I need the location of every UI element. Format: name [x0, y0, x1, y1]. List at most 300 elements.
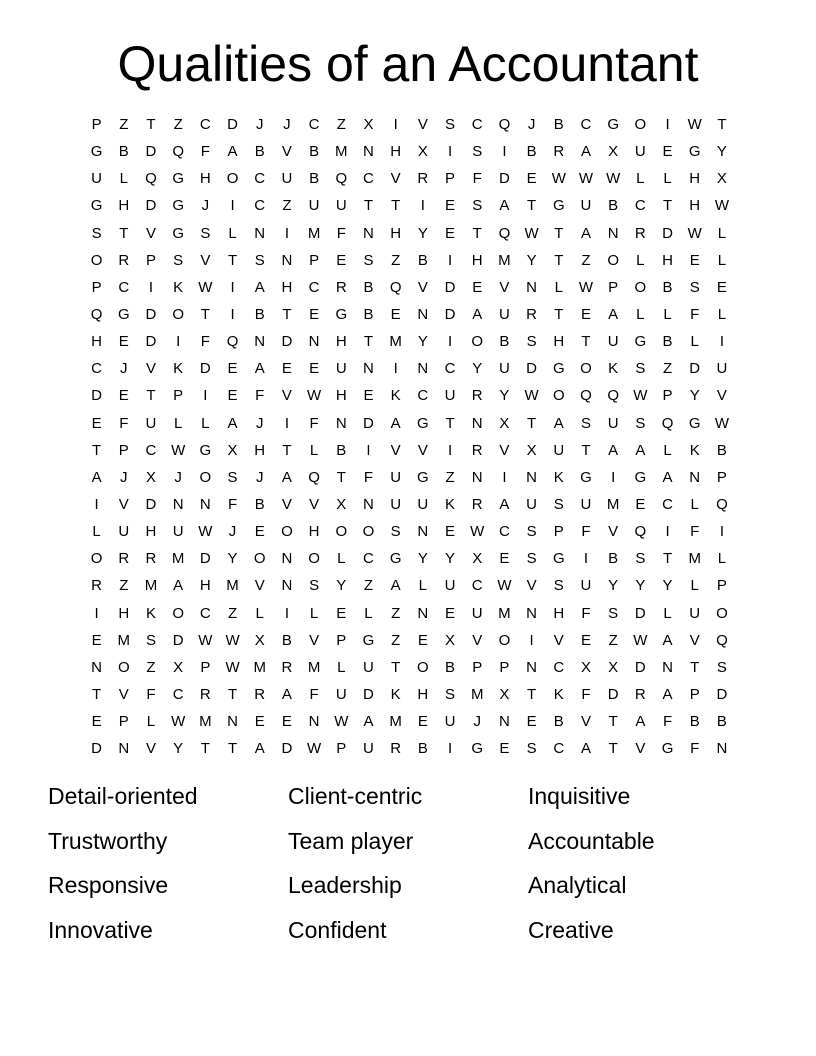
grid-letter[interactable]: J	[120, 468, 128, 486]
grid-letter[interactable]: B	[417, 740, 428, 758]
grid-letter[interactable]: E	[445, 197, 456, 215]
grid-letter[interactable]: V	[281, 387, 292, 405]
grid-letter[interactable]: E	[526, 170, 537, 188]
grid-letter[interactable]: G	[634, 468, 647, 486]
grid-letter[interactable]: N	[199, 495, 211, 513]
grid-letter[interactable]: C	[634, 197, 646, 215]
grid-letter[interactable]: E	[417, 713, 428, 731]
grid-letter[interactable]: X	[363, 116, 374, 133]
grid-letter[interactable]: B	[363, 305, 374, 323]
grid-letter[interactable]: O	[172, 305, 184, 323]
grid-letter[interactable]: C	[498, 523, 510, 541]
grid-letter[interactable]: Q	[172, 143, 184, 161]
grid-letter[interactable]: R	[254, 685, 266, 703]
grid-letter[interactable]: L	[364, 604, 373, 622]
grid-letter[interactable]: V	[309, 495, 320, 513]
grid-letter[interactable]: X	[173, 658, 184, 676]
grid-letter[interactable]: C	[308, 278, 320, 296]
grid-letter[interactable]: C	[662, 495, 673, 513]
grid-letter[interactable]: W	[171, 441, 186, 459]
grid-letter[interactable]: E	[91, 713, 102, 731]
grid-letter[interactable]: U	[498, 360, 510, 378]
grid-letter[interactable]: I	[447, 441, 453, 459]
grid-letter[interactable]: A	[635, 441, 646, 459]
grid-letter[interactable]: V	[390, 441, 401, 459]
grid-letter[interactable]: A	[580, 740, 591, 758]
grid-letter[interactable]: I	[203, 387, 208, 405]
grid-letter[interactable]: T	[608, 713, 618, 731]
grid-letter[interactable]: N	[498, 713, 510, 731]
grid-letter[interactable]: W	[225, 658, 240, 676]
grid-letter[interactable]: U	[716, 360, 728, 378]
grid-letter[interactable]: A	[499, 495, 510, 513]
grid-letter[interactable]: T	[554, 305, 564, 323]
grid-letter[interactable]: B	[553, 713, 564, 731]
grid-letter[interactable]: C	[553, 740, 565, 758]
grid-letter[interactable]: M	[389, 333, 402, 351]
grid-letter[interactable]: T	[336, 468, 346, 486]
grid-letter[interactable]: D	[91, 740, 103, 758]
grid-letter[interactable]: X	[472, 550, 483, 568]
grid-letter[interactable]: R	[471, 441, 483, 459]
grid-letter[interactable]: B	[445, 658, 456, 676]
grid-letter[interactable]: B	[553, 116, 564, 133]
grid-letter[interactable]: D	[689, 360, 701, 378]
grid-letter[interactable]: D	[145, 495, 157, 513]
grid-letter[interactable]: I	[176, 333, 181, 351]
grid-letter[interactable]: A	[472, 305, 483, 323]
grid-letter[interactable]: Q	[716, 495, 728, 513]
grid-letter[interactable]: I	[502, 468, 507, 486]
grid-letter[interactable]: A	[499, 197, 510, 215]
grid-letter[interactable]: K	[145, 604, 156, 622]
grid-letter[interactable]: U	[607, 333, 619, 351]
grid-letter[interactable]: Z	[391, 251, 401, 269]
grid-letter[interactable]: T	[119, 224, 129, 242]
grid-letter[interactable]: W	[198, 278, 213, 296]
grid-letter[interactable]: O	[607, 251, 619, 269]
grid-letter[interactable]: A	[662, 468, 673, 486]
grid-letter[interactable]: G	[389, 550, 402, 568]
grid-letter[interactable]: N	[363, 143, 374, 161]
grid-letter[interactable]: F	[690, 523, 700, 541]
grid-letter[interactable]: A	[662, 631, 673, 649]
grid-letter[interactable]: U	[580, 197, 592, 215]
grid-letter[interactable]: P	[716, 468, 727, 486]
grid-letter[interactable]: G	[172, 170, 184, 188]
grid-letter[interactable]: L	[717, 550, 727, 568]
grid-letter[interactable]: O	[117, 658, 130, 676]
grid-letter[interactable]: W	[524, 387, 539, 405]
grid-letter[interactable]: M	[498, 251, 511, 269]
grid-letter[interactable]: O	[90, 550, 103, 568]
grid-letter[interactable]: B	[662, 278, 673, 296]
grid-letter[interactable]: O	[362, 523, 375, 541]
grid-letter[interactable]: W	[470, 523, 485, 541]
grid-letter[interactable]: I	[529, 631, 534, 649]
grid-letter[interactable]: X	[336, 495, 347, 513]
grid-letter[interactable]: Y	[689, 387, 700, 405]
grid-letter[interactable]: A	[635, 713, 646, 731]
grid-letter[interactable]: U	[335, 360, 347, 378]
grid-letter[interactable]: E	[91, 631, 102, 649]
grid-letter[interactable]: F	[309, 414, 319, 432]
grid-letter[interactable]: O	[226, 170, 239, 188]
grid-letter[interactable]: N	[526, 278, 538, 296]
grid-letter[interactable]: J	[527, 116, 536, 133]
grid-letter[interactable]: L	[146, 713, 156, 731]
grid-letter[interactable]: O	[335, 523, 348, 541]
grid-letter[interactable]: N	[308, 713, 320, 731]
grid-letter[interactable]: T	[92, 441, 102, 459]
grid-letter[interactable]: A	[363, 713, 374, 731]
grid-letter[interactable]: Q	[607, 387, 619, 405]
grid-letter[interactable]: Y	[608, 577, 619, 595]
grid-letter[interactable]: L	[717, 251, 727, 269]
grid-letter[interactable]: V	[417, 441, 428, 459]
grid-letter[interactable]: G	[362, 631, 375, 649]
grid-letter[interactable]: Z	[227, 604, 238, 622]
grid-letter[interactable]: S	[526, 740, 537, 758]
grid-letter[interactable]: D	[363, 414, 374, 432]
grid-letter[interactable]: D	[199, 550, 211, 568]
grid-letter[interactable]: U	[145, 414, 157, 432]
grid-letter[interactable]: B	[716, 441, 727, 459]
grid-letter[interactable]: H	[417, 685, 429, 703]
grid-letter[interactable]: Q	[716, 631, 728, 649]
grid-letter[interactable]: T	[146, 387, 156, 405]
grid-letter[interactable]: T	[527, 414, 537, 432]
grid-letter[interactable]: W	[687, 224, 702, 242]
grid-letter[interactable]: T	[662, 550, 673, 568]
grid-letter[interactable]: S	[635, 360, 646, 378]
grid-letter[interactable]: H	[689, 197, 701, 215]
grid-letter[interactable]: E	[472, 278, 483, 296]
grid-letter[interactable]: Q	[335, 170, 348, 188]
grid-letter[interactable]: Y	[417, 333, 428, 351]
grid-letter[interactable]: S	[445, 685, 456, 703]
grid-letter[interactable]: P	[472, 658, 483, 676]
grid-letter[interactable]: Y	[662, 577, 673, 595]
grid-letter[interactable]: N	[417, 523, 429, 541]
grid-letter[interactable]: Y	[499, 387, 510, 405]
grid-letter[interactable]: E	[580, 631, 591, 649]
grid-letter[interactable]: T	[608, 740, 618, 758]
grid-letter[interactable]: U	[526, 495, 538, 513]
grid-letter[interactable]: U	[118, 523, 130, 541]
grid-letter[interactable]: L	[690, 495, 699, 513]
grid-letter[interactable]: D	[145, 143, 157, 161]
grid-letter[interactable]: Y	[526, 251, 537, 269]
grid-letter[interactable]: B	[499, 333, 510, 351]
grid-letter[interactable]: U	[689, 604, 701, 622]
grid-letter[interactable]: S	[227, 468, 238, 486]
grid-letter[interactable]: C	[444, 360, 456, 378]
grid-letter[interactable]: T	[363, 333, 374, 351]
grid-letter[interactable]: U	[580, 495, 592, 513]
grid-letter[interactable]: C	[363, 550, 374, 568]
grid-letter[interactable]: A	[91, 468, 102, 486]
grid-letter[interactable]: R	[417, 170, 429, 188]
grid-letter[interactable]: G	[552, 550, 565, 568]
grid-letter[interactable]: V	[526, 577, 537, 595]
grid-letter[interactable]: T	[227, 251, 238, 269]
grid-letter[interactable]: E	[580, 305, 591, 323]
grid-letter[interactable]: U	[308, 197, 320, 215]
grid-letter[interactable]: N	[281, 550, 293, 568]
grid-letter[interactable]: P	[173, 387, 184, 405]
grid-letter[interactable]: F	[336, 224, 346, 242]
grid-letter[interactable]: E	[445, 604, 456, 622]
grid-letter[interactable]: N	[417, 305, 429, 323]
grid-letter[interactable]: E	[227, 360, 238, 378]
grid-letter[interactable]: E	[526, 713, 537, 731]
grid-letter[interactable]: C	[172, 685, 184, 703]
grid-letter[interactable]: R	[199, 685, 211, 703]
grid-letter[interactable]: L	[663, 604, 672, 622]
grid-letter[interactable]: N	[526, 658, 538, 676]
grid-letter[interactable]: E	[716, 278, 727, 296]
grid-letter[interactable]: U	[471, 604, 483, 622]
grid-letter[interactable]: W	[198, 631, 213, 649]
grid-letter[interactable]: B	[526, 143, 537, 161]
grid-letter[interactable]: Y	[716, 143, 727, 161]
grid-letter[interactable]: A	[254, 740, 265, 758]
grid-letter[interactable]: Q	[498, 224, 511, 242]
grid-letter[interactable]: I	[447, 333, 453, 351]
grid-letter[interactable]: P	[200, 658, 211, 676]
grid-letter[interactable]: V	[608, 523, 619, 541]
grid-letter[interactable]: E	[91, 414, 102, 432]
grid-letter[interactable]: L	[337, 550, 346, 568]
grid-letter[interactable]: U	[363, 658, 374, 676]
grid-letter[interactable]: A	[281, 468, 292, 486]
grid-letter[interactable]: D	[281, 333, 293, 351]
grid-letter[interactable]: G	[688, 143, 701, 161]
grid-letter[interactable]: P	[716, 577, 727, 595]
grid-letter[interactable]: V	[635, 740, 646, 758]
grid-letter[interactable]: G	[471, 740, 484, 758]
grid-letter[interactable]: I	[420, 197, 425, 215]
grid-letter[interactable]: I	[366, 441, 371, 459]
grid-letter[interactable]: R	[335, 278, 347, 296]
grid-letter[interactable]: L	[255, 604, 264, 622]
grid-letter[interactable]: W	[633, 387, 648, 405]
grid-letter[interactable]: M	[171, 550, 185, 568]
grid-letter[interactable]: E	[227, 387, 238, 405]
grid-letter[interactable]: L	[201, 414, 210, 432]
grid-letter[interactable]: D	[363, 685, 374, 703]
grid-letter[interactable]: B	[254, 495, 265, 513]
grid-letter[interactable]: O	[634, 278, 647, 296]
grid-letter[interactable]: A	[553, 414, 564, 432]
grid-letter[interactable]: N	[308, 333, 320, 351]
grid-letter[interactable]: Q	[661, 414, 674, 432]
grid-letter[interactable]: N	[417, 360, 429, 378]
grid-letter[interactable]: B	[309, 170, 320, 188]
grid-letter[interactable]: S	[445, 116, 456, 133]
grid-letter[interactable]: G	[607, 116, 619, 133]
grid-letter[interactable]: F	[363, 468, 374, 486]
grid-letter[interactable]: U	[335, 197, 347, 215]
grid-letter[interactable]: Z	[146, 658, 156, 676]
grid-letter[interactable]: E	[417, 631, 428, 649]
grid-letter[interactable]: R	[634, 224, 646, 242]
grid-letter[interactable]: N	[417, 604, 429, 622]
grid-letter[interactable]: K	[553, 685, 564, 703]
grid-letter[interactable]: M	[606, 495, 620, 513]
grid-letter[interactable]: S	[200, 224, 211, 242]
grid-letter[interactable]: P	[118, 441, 129, 459]
grid-letter[interactable]: T	[581, 333, 591, 351]
grid-letter[interactable]: N	[281, 251, 293, 269]
grid-letter[interactable]: J	[174, 468, 182, 486]
grid-letter[interactable]: H	[689, 170, 701, 188]
grid-letter[interactable]: J	[255, 414, 264, 432]
grid-letter[interactable]: T	[391, 658, 401, 676]
grid-letter[interactable]: C	[145, 441, 157, 459]
grid-letter[interactable]: L	[228, 224, 237, 242]
grid-letter[interactable]: F	[472, 170, 482, 188]
grid-letter[interactable]: D	[444, 278, 456, 296]
grid-letter[interactable]: W	[551, 170, 566, 188]
grid-letter[interactable]: L	[636, 305, 645, 323]
grid-letter[interactable]: L	[173, 414, 183, 432]
grid-letter[interactable]: B	[716, 713, 727, 731]
grid-letter[interactable]: N	[363, 360, 374, 378]
grid-letter[interactable]: V	[309, 631, 320, 649]
grid-letter[interactable]: N	[526, 604, 538, 622]
grid-letter[interactable]: H	[390, 224, 402, 242]
grid-letter[interactable]: L	[309, 604, 319, 622]
grid-letter[interactable]: S	[716, 658, 727, 676]
grid-letter[interactable]: N	[254, 224, 266, 242]
grid-letter[interactable]: T	[690, 658, 700, 676]
grid-letter[interactable]: A	[390, 414, 401, 432]
grid-letter[interactable]: Y	[417, 224, 428, 242]
grid-letter[interactable]: M	[144, 577, 158, 595]
grid-letter[interactable]: X	[499, 414, 510, 432]
grid-letter[interactable]: G	[172, 224, 184, 242]
grid-letter[interactable]: L	[690, 577, 699, 595]
grid-letter[interactable]: Z	[119, 577, 129, 595]
grid-letter[interactable]: T	[363, 197, 374, 215]
grid-letter[interactable]: T	[717, 116, 727, 133]
grid-letter[interactable]: T	[554, 251, 564, 269]
grid-letter[interactable]: O	[253, 550, 266, 568]
grid-letter[interactable]: L	[92, 523, 101, 541]
grid-letter[interactable]: V	[499, 441, 510, 459]
grid-letter[interactable]: E	[635, 495, 646, 513]
grid-letter[interactable]: X	[417, 143, 428, 161]
grid-letter[interactable]: W	[714, 197, 729, 215]
grid-letter[interactable]: T	[146, 116, 156, 133]
grid-letter[interactable]: I	[447, 251, 453, 269]
grid-letter[interactable]: M	[117, 631, 131, 649]
grid-letter[interactable]: O	[417, 658, 429, 676]
grid-letter[interactable]: Q	[90, 305, 103, 323]
grid-letter[interactable]: E	[499, 550, 510, 568]
grid-letter[interactable]: N	[363, 224, 374, 242]
grid-letter[interactable]: L	[636, 170, 645, 188]
grid-letter[interactable]: H	[199, 577, 211, 595]
grid-letter[interactable]: O	[552, 387, 565, 405]
grid-letter[interactable]: L	[337, 658, 346, 676]
grid-letter[interactable]: G	[552, 360, 565, 378]
grid-letter[interactable]: D	[634, 604, 646, 622]
grid-letter[interactable]: L	[554, 278, 563, 296]
grid-letter[interactable]: S	[635, 550, 646, 568]
grid-letter[interactable]: P	[608, 278, 619, 296]
grid-letter[interactable]: J	[228, 523, 237, 541]
grid-letter[interactable]: P	[91, 116, 102, 133]
grid-letter[interactable]: H	[199, 170, 211, 188]
grid-letter[interactable]: O	[498, 631, 511, 649]
grid-letter[interactable]: X	[145, 468, 156, 486]
grid-letter[interactable]: X	[608, 658, 619, 676]
grid-letter[interactable]: S	[553, 495, 564, 513]
grid-letter[interactable]: R	[526, 305, 538, 323]
grid-letter[interactable]: P	[309, 251, 320, 269]
grid-letter[interactable]: B	[281, 631, 292, 649]
grid-letter[interactable]: Y	[635, 577, 646, 595]
grid-letter[interactable]: Y	[227, 550, 238, 568]
grid-letter[interactable]: P	[145, 251, 156, 269]
grid-letter[interactable]: Q	[498, 116, 511, 133]
grid-letter[interactable]: F	[690, 740, 700, 758]
grid-letter[interactable]: T	[662, 197, 673, 215]
grid-letter[interactable]: T	[527, 197, 537, 215]
grid-letter[interactable]: R	[118, 251, 130, 269]
grid-letter[interactable]: V	[281, 495, 292, 513]
grid-letter[interactable]: A	[254, 278, 265, 296]
grid-letter[interactable]: D	[91, 387, 103, 405]
grid-letter[interactable]: U	[444, 387, 456, 405]
grid-letter[interactable]: E	[363, 387, 374, 405]
grid-letter[interactable]: S	[553, 577, 564, 595]
grid-letter[interactable]: S	[173, 251, 184, 269]
grid-letter[interactable]: O	[634, 116, 647, 133]
grid-letter[interactable]: C	[363, 170, 374, 188]
grid-letter[interactable]: C	[254, 170, 266, 188]
grid-letter[interactable]: I	[719, 523, 724, 541]
grid-letter[interactable]: O	[172, 604, 184, 622]
grid-letter[interactable]: P	[662, 387, 673, 405]
grid-letter[interactable]: C	[471, 577, 483, 595]
grid-letter[interactable]: W	[307, 740, 322, 758]
grid-letter[interactable]: B	[608, 197, 619, 215]
grid-letter[interactable]: F	[309, 685, 319, 703]
grid-letter[interactable]: O	[580, 360, 592, 378]
grid-letter[interactable]: T	[282, 441, 292, 459]
grid-letter[interactable]: E	[309, 305, 320, 323]
grid-letter[interactable]: W	[524, 224, 539, 242]
grid-letter[interactable]: S	[91, 224, 102, 242]
grid-letter[interactable]: H	[662, 251, 673, 269]
grid-letter[interactable]: X	[580, 658, 591, 676]
grid-letter[interactable]: H	[335, 333, 347, 351]
grid-letter[interactable]: O	[471, 333, 484, 351]
grid-letter[interactable]: W	[633, 631, 648, 649]
grid-letter[interactable]: I	[583, 550, 589, 568]
grid-letter[interactable]: S	[580, 414, 591, 432]
grid-letter[interactable]: L	[663, 305, 672, 323]
grid-letter[interactable]: J	[473, 713, 481, 731]
grid-letter[interactable]: P	[553, 523, 564, 541]
grid-letter[interactable]: Q	[580, 387, 592, 405]
grid-letter[interactable]: M	[307, 224, 321, 242]
grid-letter[interactable]: N	[335, 414, 347, 432]
